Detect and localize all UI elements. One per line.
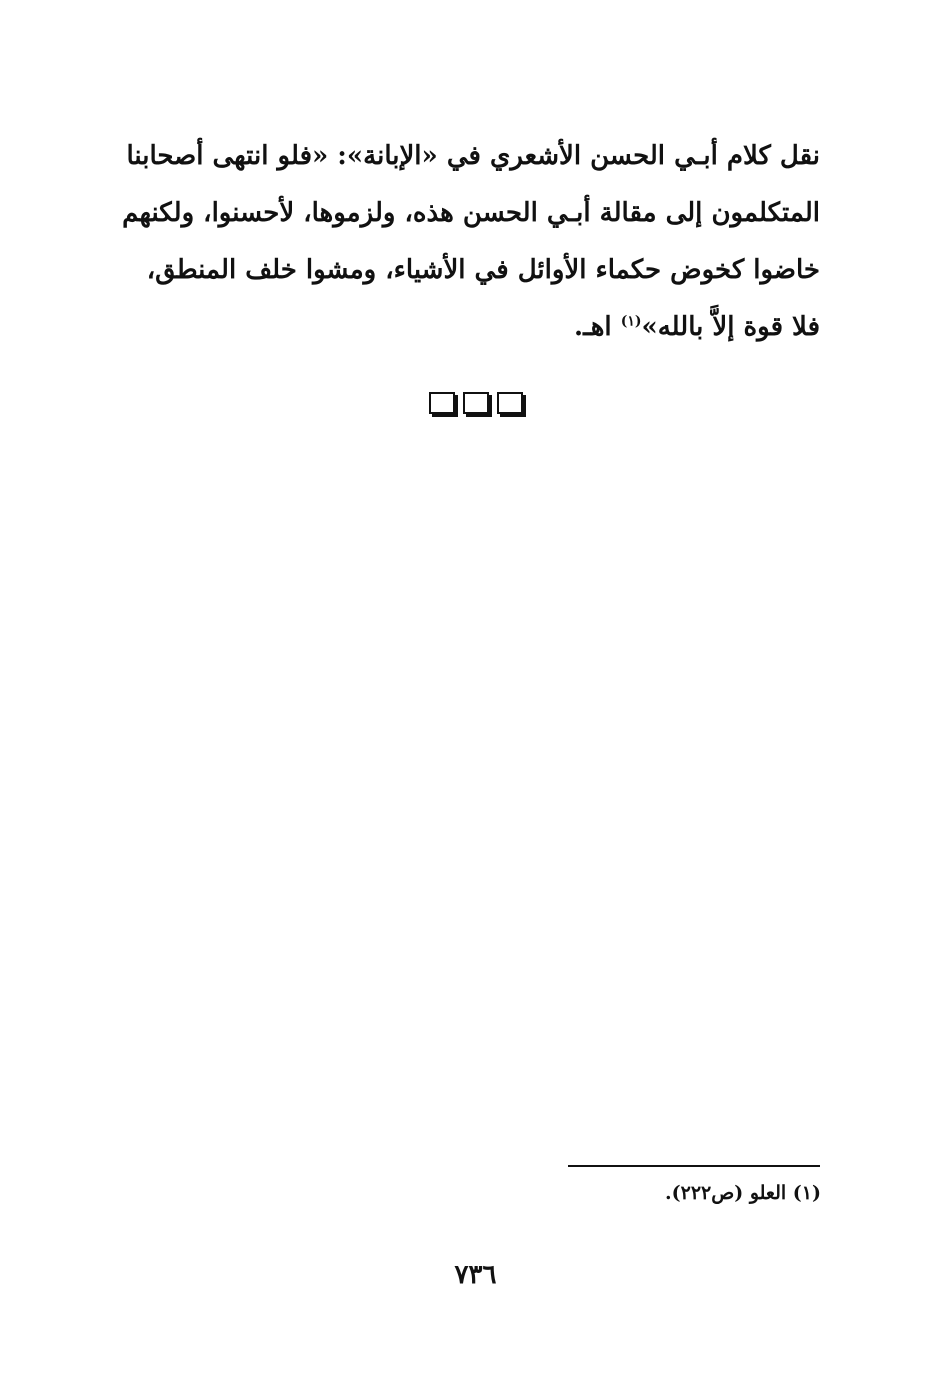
text-line-3: خاضوا كخوض حكماء الأوائل في الأشياء، ومشوا خلف المنطق، [146,255,820,285]
footnote-divider [568,1165,820,1167]
text-line-4 [110,299,820,356]
section-separator [0,392,951,414]
text-line-2: المتكلمون إلى مقالة أبـي الحسن هذه، ولزموها، لأحسنوا، ولكنهم [122,198,820,228]
separator-box-icon [463,392,489,414]
text-line-4-main: فلا قوة إلاَّ بالله» [641,312,820,342]
separator-box-icon [497,392,523,414]
footnote-marker[interactable]: (١) [620,313,642,330]
footnote: (١) العلو (ص٢٢٢). [665,1182,821,1204]
separator-box-icon [429,392,455,414]
text-line-4-end: اهـ. [574,312,621,342]
text-line-1: نقل كلام أبـي الحسن الأشعري في «الإبانة»: «فلو انتهى أصحابنا [126,141,820,171]
page-number: ٧٣٦ [454,1260,497,1290]
body-paragraph [110,128,820,356]
